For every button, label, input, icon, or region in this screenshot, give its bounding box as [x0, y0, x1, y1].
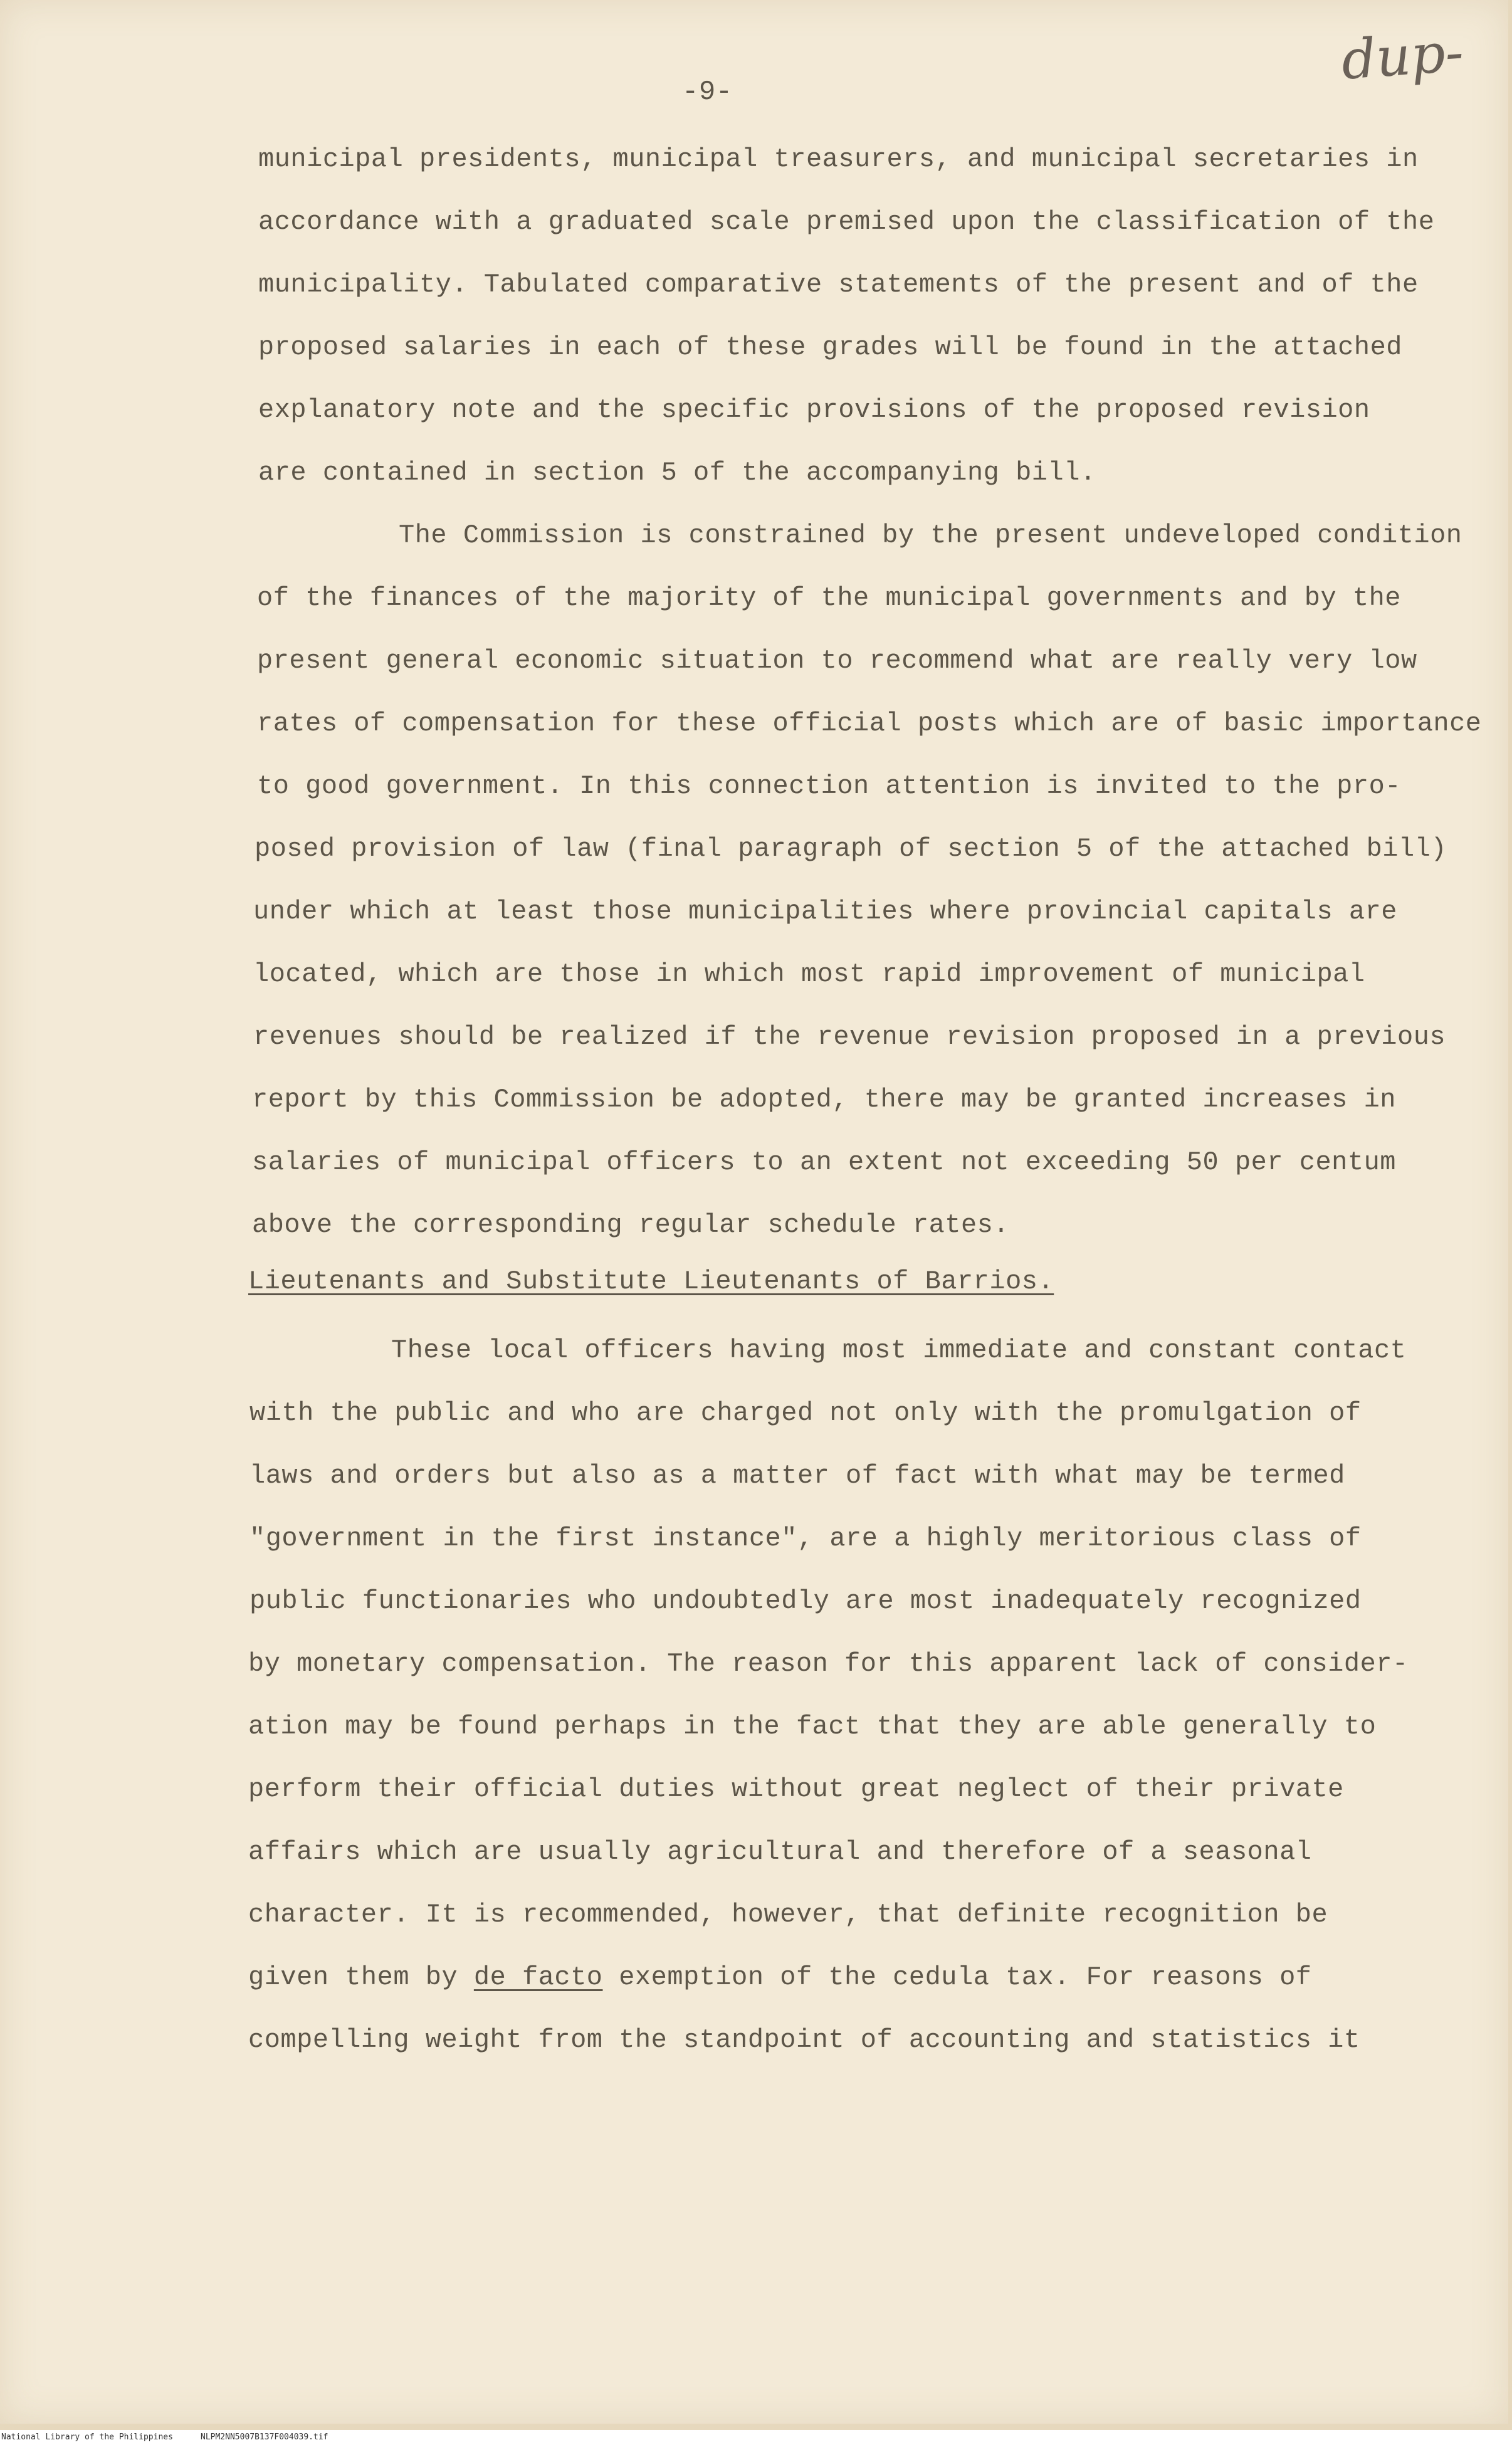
- paragraph-3-line-9: affairs which are usually agricultural and therefore of a seasonal: [248, 1837, 1312, 1867]
- paragraph-1-line-2: accordance with a graduated scale premised upon the classification of the: [258, 207, 1435, 237]
- paragraph-3-line-6: by monetary compensation. The reason for this apparent lack of consider-: [248, 1649, 1409, 1679]
- line-text-before: given them by: [248, 1962, 474, 1992]
- paragraph-1-line-1: municipal presidents, municipal treasurers, and municipal secretaries in: [258, 144, 1419, 174]
- paragraph-2-line-11: salaries of municipal officers to an extent not exceeding 50 per centum: [252, 1147, 1396, 1177]
- paragraph-3-line-10: character. It is recommended, however, that definite recognition be: [248, 1900, 1328, 1930]
- paragraph-1-line-5: explanatory note and the specific provisions of the proposed revision: [258, 395, 1370, 425]
- paragraph-1-line-6: are contained in section 5 of the accompanying bill.: [258, 458, 1096, 488]
- paragraph-2-line-10: report by this Commission be adopted, there may be granted increases in: [252, 1085, 1396, 1115]
- paragraph-2-line-2: of the finances of the majority of the municipal governments and by the: [257, 583, 1401, 613]
- paragraph-1-line-3: municipality. Tabulated comparative statements of the present and of the: [258, 270, 1419, 300]
- underlined-phrase: de facto: [473, 1962, 603, 1992]
- paragraph-3-line-12: compelling weight from the standpoint of accounting and statistics it: [248, 2025, 1360, 2055]
- section-heading: Lieutenants and Substitute Lieutenants of Barrios.: [248, 1266, 1054, 1296]
- paragraph-2-line-12: above the corresponding regular schedule rates.: [252, 1210, 1010, 1240]
- handwritten-annotation: dup-: [1339, 21, 1466, 92]
- paragraph-3-line-4: "government in the first instance", are a highly meritorious class of: [249, 1523, 1362, 1554]
- paragraph-3-line-2: with the public and who are charged not only with the promulgation of: [249, 1398, 1362, 1428]
- paragraph-2-line-7: under which at least those municipalities where provincial capitals are: [253, 896, 1397, 927]
- paragraph-2-line-3: present general economic situation to recommend what are really very low: [257, 646, 1417, 676]
- paragraph-2-line-4: rates of compensation for these official posts which are of basic importance: [257, 708, 1482, 739]
- paragraph-3-line-3: laws and orders but also as a matter of fact with what may be termed: [249, 1461, 1345, 1491]
- paragraph-1-line-4: proposed salaries in each of these grades will be found in the attached: [258, 332, 1402, 362]
- paragraph-2-line-8: located, which are those in which most rapid improvement of municipal: [253, 959, 1365, 989]
- paragraph-3-line-11: [248, 1962, 1311, 1992]
- paragraph-2-line-1: The Commission is constrained by the present undeveloped condition: [399, 520, 1462, 550]
- paragraph-3-line-5: public functionaries who undoubtedly are most inadequately recognized: [249, 1586, 1362, 1616]
- line-text-after: exemption of the cedula tax. For reasons of: [602, 1962, 1312, 1992]
- paragraph-3-line-7: ation may be found perhaps in the fact that they are able generally to: [248, 1712, 1377, 1742]
- paragraph-2-line-9: revenues should be realized if the revenue revision proposed in a previous: [253, 1022, 1446, 1052]
- footer-file-name: NLPM2NN5007B137F004039.tif: [201, 2432, 328, 2442]
- paragraph-2-line-6: posed provision of law (final paragraph of section 5 of the attached bill): [255, 834, 1447, 864]
- paragraph-3-line-8: perform their official duties without great neglect of their private: [248, 1774, 1344, 1804]
- paragraph-3-line-1: These local officers having most immediate and constant contact: [391, 1335, 1407, 1365]
- footer-library-name: National Library of the Philippines: [1, 2432, 173, 2442]
- page-number: -9-: [682, 76, 733, 108]
- paragraph-2-line-5: to good government. In this connection attention is invited to the pro-: [257, 771, 1401, 801]
